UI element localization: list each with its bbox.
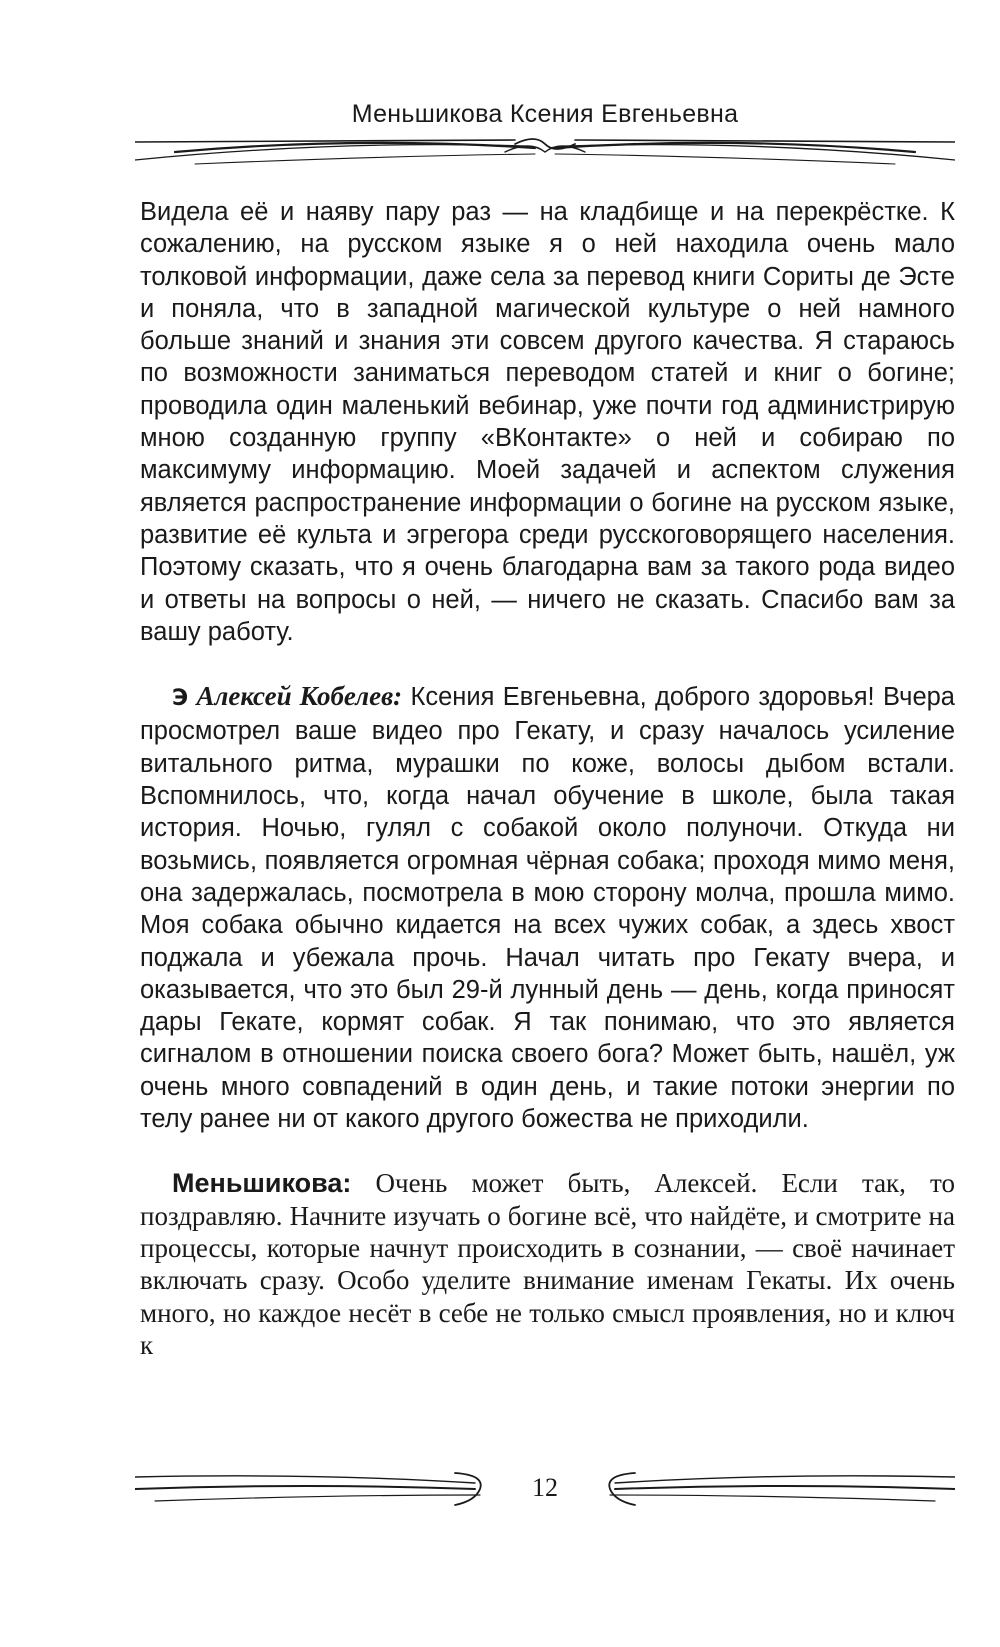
speaker-name-menshikova: Меньшикова:	[172, 1168, 352, 1199]
paragraph-3-text: Очень может быть, Алексей. Если так, то поздравляю. Начните изучать о богине всё, что найдёте, и смотрите на процессы, которые начнут происходить в сознании, — своё начинает включать сразу. Особо уделите внимание именам Гекаты. Их очень много, но каждое несёт в себе не только смысл проявления, но и ключ к	[140, 1168, 955, 1360]
header-ornament	[135, 130, 955, 170]
paragraph-2	[140, 680, 955, 1135]
header-author-name: Меньшикова Ксения Евгеньевна	[351, 100, 739, 128]
running-header	[0, 100, 1000, 129]
page-footer	[135, 1465, 955, 1515]
speaker-name-alexey: Алексей Кобелев:	[196, 681, 403, 712]
speaker-marker-icon: Э	[172, 686, 189, 712]
paragraph-3	[140, 1167, 955, 1361]
paragraph-2-text: Ксения Евгеньевна, доброго здоровья! Вчера просмотрел ваше видео про Гекату, и сразу началось усиление витального ритма, мурашки по коже, волосы дыбом встали. Вспомнилось, что, когда начал обучение в школе, была такая история. Ночью, гулял с собакой около полуночи. Откуда ни возьмись, появляется огромная чёрная собака; проходя мимо меня, она задержалась, посмотрела в мою сторону молча, прошла мимо. Моя собака обычно кидается на всех чужих собак, а здесь хвост поджала и убежала прочь. Начал читать про Гекату вчера, и оказывается, что это был 29-й лунный день — день, когда приносят дары Гекате, кормят собак. Я так понимаю, что это является сигналом в отношении поиска своего бога? Может быть, нашёл, уж очень много совпадений в один день, и такие потоки энергии по телу ранее ни от какого другого божества не приходили.	[140, 683, 955, 1134]
page-number: 12	[532, 1473, 558, 1502]
paragraph-1: Видела её и наяву пару раз — на кладбище и на перекрёстке. К сожалению, на русском языке я о ней находила очень мало толковой информации, даже села за перевод книги Сориты де Эсте и поняла, что в западной магической культуре о ней намного больше знаний и знания эти совсем другого качества. Я стараюсь по возможности заниматься переводом статей и книг о богине; проводила один маленький вебинар, уже почти год администрирую мною созданную группу «ВКонтакте» о ней и собираю по максимуму информацию. Моей задачей и аспектом служения является распространение информации о богине на русском языке, развитие её культа и эгрегора среди русскоговорящего населения. Поэтому сказать, что я очень благодарна вам за такого рода видео и ответы на вопросы о ней, — ничего не сказать. Спасибо вам за вашу работу.	[140, 198, 955, 646]
body-text	[140, 196, 955, 1361]
